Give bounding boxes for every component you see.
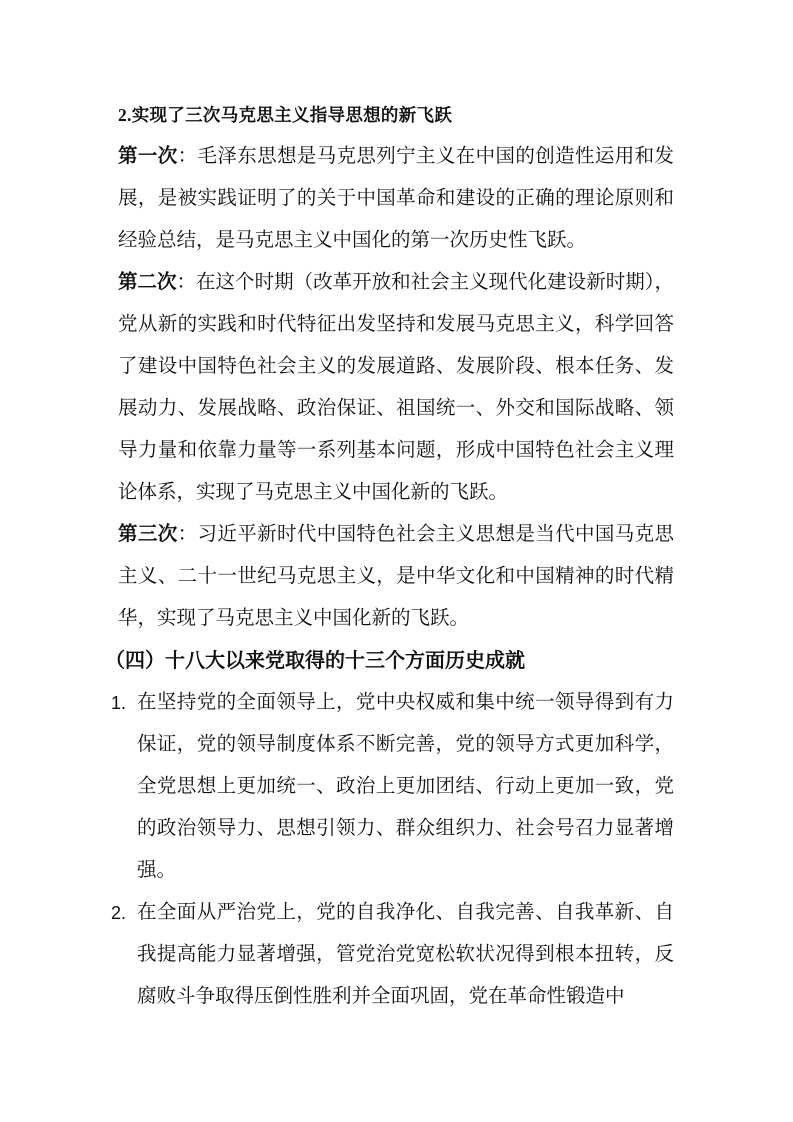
paragraph-first-leap (118, 136, 674, 262)
heading-achievements: （四）十八大以来党取得的十三个方面历史成就 (105, 650, 525, 672)
heading-three-leaps: 2.实现了三次马克思主义指导思想的新飞跃 (118, 105, 453, 125)
list-item-2 (111, 892, 674, 1018)
paragraph-text: 在这个时期（改革开放和社会主义现代化建设新时期），党从新的实践和时代特征出发坚持和发展马克思主义，科学回答了建设中国特色社会主义的发展道路、发展阶段、根本任务、发展动力、发展战略、政治保证、祖国统一、外交和国际战略、领导力量和依靠力量等一系列基本问题，形成中国特色社会主义理论体系，实现了马克思主义中国化新的飞跃。 (118, 272, 674, 503)
list-item-number: 1. (111, 693, 127, 713)
paragraph-label-first: 第一次 (118, 146, 178, 167)
list-item-text: 在全面从严治党上，党的自我净化、自我完善、自我革新、自我提高能力显著增强，管党治党宽松软状况得到根本扭转，反腐败斗争取得压倒性胜利并全面巩固，党在革命性锻造中 (137, 902, 674, 1007)
paragraph-separator: ： (177, 524, 198, 545)
paragraph-label-third: 第三次 (118, 524, 178, 545)
paragraph-text: 习近平新时代中国特色社会主义思想是当代中国马克思主义、二十一世纪马克思主义，是中华文化和中国精神的时代精华，实现了马克思主义中国化新的飞跃。 (118, 524, 674, 629)
paragraph-third-leap (118, 514, 674, 640)
paragraph-text: 毛泽东思想是马克思列宁主义在中国的创造性运用和发展，是被实践证明了的关于中国革命和建设的正确的理论原则和经验总结，是马克思主义中国化的第一次历史性飞跃。 (118, 146, 674, 251)
paragraph-separator: ： (176, 272, 197, 293)
list-item-number: 2. (111, 903, 127, 923)
paragraph-separator: ： (177, 146, 198, 167)
paragraph-second-leap (118, 262, 674, 514)
achievement-list (111, 682, 674, 1018)
list-item-text: 在坚持党的全面领导上，党中央权威和集中统一领导得到有力保证，党的领导制度体系不断完善，党的领导方式更加科学，全党思想上更加统一、政治上更加团结、行动上更加一致，党的政治领导力、思想引领力、群众组织力、社会号召力显著增强。 (137, 692, 674, 881)
list-item-1 (111, 682, 674, 892)
paragraph-label-second: 第二次 (118, 272, 177, 293)
